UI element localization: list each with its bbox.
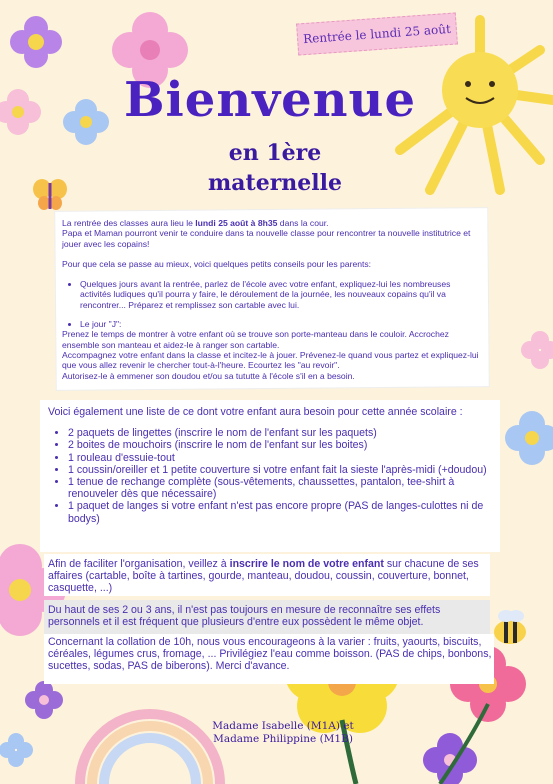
date-badge-text: Rentrée le lundi 25 août bbox=[302, 21, 452, 47]
signature-line2: Madame Philippine (M1B) bbox=[213, 733, 353, 745]
flower-blue bbox=[63, 99, 109, 145]
signature bbox=[188, 720, 378, 746]
flower-pink-right bbox=[521, 331, 553, 369]
list-item: • 2 paquets de lingettes (inscrire le nom de l'enfant sur les paquets) bbox=[68, 427, 498, 439]
list-item: • 2 boites de mouchoirs (inscrire le nom de l'enfant sur les boites) bbox=[68, 439, 498, 451]
intro-paragraph-advice: Pour que cela se passe au mieux, voici quelques petits conseils pour les parents: bbox=[62, 258, 372, 269]
flower-blue-right bbox=[505, 411, 553, 465]
flower-purple-bottom bbox=[25, 681, 63, 719]
list-item: • 1 coussin/oreiller et 1 petite couverture si votre enfant fait la sieste l'après-midi (+doudou) bbox=[68, 464, 498, 476]
signature-line1: Madame Isabelle (M1A) et bbox=[212, 720, 354, 732]
advice-bullet-before: • Quelques jours avant la rentrée, parlez de l'école avec votre enfant, expliquez-lui les nombreuses activités ludiques qu'il pourra y faire, le déroulement de la journée, les nouveaux copains qu'il va rencontrer... Préparez et remplissez son cartable avec lui. bbox=[80, 279, 482, 310]
advice-bullet-day: • Le jour "J": bbox=[80, 319, 482, 329]
intro-paragraph-date: La rentrée des classes aura lieu le lundi 25 août à 8h35 dans la cour. bbox=[62, 218, 329, 228]
list-item: • 1 tenue de rechange complète (sous-vêtements, chaussettes, pantalon, tee-shirt à renouveler dès que nécessaire) bbox=[68, 476, 498, 500]
intro-paragraph-parents: Papa et Maman pourront venir te conduire dans ta nouvelle classe pour rencontrer ta nouvelle institutrice et jouer avec les copains! bbox=[62, 228, 471, 249]
bee bbox=[494, 610, 526, 644]
subtitle-line2: maternelle bbox=[208, 170, 342, 196]
flower-blue-bottom bbox=[0, 733, 33, 767]
names-note: Afin de faciliter l'organisation, veillez à inscrire le nom de votre enfant sur chacune de ses affaires (cartable, boîte à tartines, gourde, manteau, doudou, coussin, couverture, bonnet, casquette, ...) bbox=[48, 558, 479, 595]
age-note: Du haut de ses 2 ou 3 ans, il n'est pas toujours en mesure de reconnaître ses effets personnels et il est fréquent que plusieurs d'entre eux possèdent le même objet. bbox=[48, 604, 441, 629]
list-item: • 1 paquet de langes si votre enfant n'est pas encore propre (PAS de langes-culottes ni de bodys) bbox=[68, 500, 498, 524]
butterfly bbox=[33, 179, 67, 210]
flower-purple bbox=[10, 16, 62, 68]
supplies-intro: Voici également une liste de ce dont votre enfant aura besoin pour cette année scolaire : bbox=[48, 406, 463, 418]
snack-note: Concernant la collation de 10h, nous vous encourageons à la varier : fruits, yaourts, biscuits, céréales, légumes crus, fromage, ... Privilégiez l'eau comme boisson. (PAS de chips, bonbons, sucettes, sodas, PAS de biberons). Merci d'avance. bbox=[48, 636, 492, 673]
flower-pink-small bbox=[0, 89, 41, 135]
intro-paragraph-doudou: Autorisez-le à emmener son doudou et/ou sa tututte à l'école s'il en a besoin. bbox=[62, 370, 355, 381]
list-item: • 1 rouleau d'essuie-tout bbox=[68, 452, 498, 464]
page-title: Bienvenue bbox=[123, 72, 416, 128]
supplies-section bbox=[48, 406, 498, 525]
intro-paragraph-coat: Prenez le temps de montrer à votre enfant où se trouve son porte-manteau dans le couloir. Accrochez ensemble son manteau et aidez-le à ranger son cartable. bbox=[62, 329, 449, 350]
intro-section bbox=[62, 218, 482, 381]
subtitle-line1: en 1ère bbox=[228, 140, 322, 166]
intro-paragraph-class: Accompagnez votre enfant dans la classe et incitez-le à jouer. Prévenez-le quand vous partez et expliquez-lui que vous allez revenir le chercher tout-à-l'heure. Ecourtez les "au revoir". bbox=[62, 349, 479, 371]
